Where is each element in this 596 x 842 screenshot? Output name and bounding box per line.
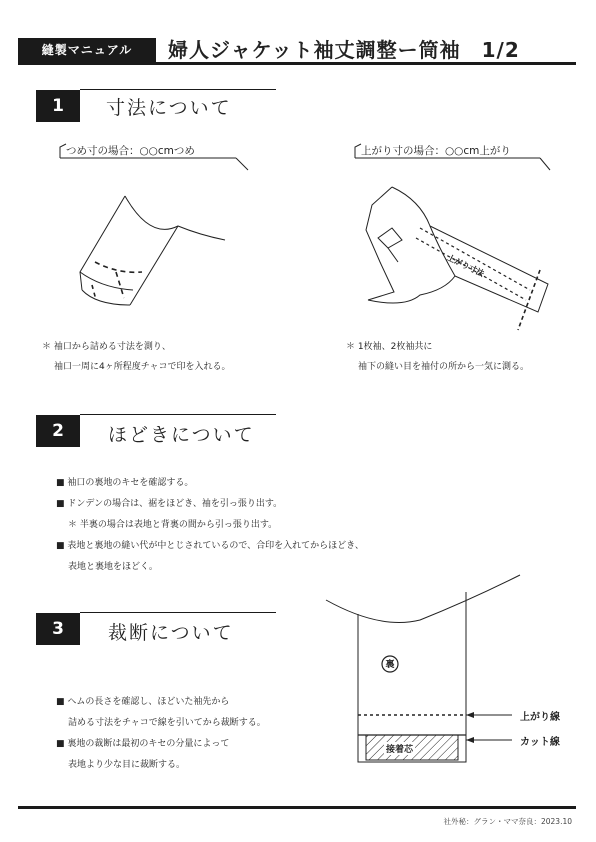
- section-3-line-1: ■ ヘムの長さを確認し、ほどいた袖先から: [56, 697, 230, 707]
- left-note-1: ＊ 袖口から詰める寸法を測り、: [42, 342, 171, 352]
- right-note-1: ＊ 1枚袖、2枚袖共に: [346, 342, 433, 352]
- measure-label: 上がり寸法: [445, 252, 486, 279]
- ura-mark: 裏: [385, 660, 395, 670]
- section-1-number: 1: [36, 90, 80, 122]
- section-3-line-4: 表地より少な目に裁断する。: [68, 760, 186, 770]
- cut-line-label: カット線: [520, 737, 560, 748]
- section-2-number: 2: [36, 415, 80, 447]
- section-2-line-3: ＊ 半裏の場合は表地と背裏の間から引っ張り出す。: [68, 520, 278, 530]
- section-2-line-2: ■ ドンデンの場合は、裾をほどき、袖を引っ張り出す。: [56, 499, 283, 509]
- section-1-title: 寸法について: [106, 97, 232, 119]
- section-3-title: 裁断について: [108, 622, 234, 644]
- footer-text: 社外秘：グラン・ママ奈良：2023.10: [443, 817, 572, 826]
- section-3-line-3: ■ 裏地の裁断は最初のキセの分量によって: [56, 739, 230, 749]
- section-2-title: ほどきについて: [108, 424, 255, 446]
- agari-line-label: 上がり線: [520, 712, 560, 723]
- interlining-label: 接着芯: [384, 742, 415, 755]
- footer-rule: [18, 806, 576, 809]
- section-2-line-4: ■ 表地と裏地の縫い代が中とじされているので、合印を入れてからほどき、: [56, 541, 364, 551]
- page-title: 婦人ジャケット袖丈調整ー筒袖 1/2: [168, 38, 520, 62]
- section-3-line-2: 詰める寸法をチャコで線を引いてから裁断する。: [68, 718, 266, 728]
- section-2-line-5: 表地と裏地をほどく。: [68, 562, 158, 572]
- section-2-line-1: ■ 袖口の裏地のキセを確認する。: [56, 478, 194, 488]
- right-caption: 上がり寸の場合：○○cm上がり: [361, 145, 511, 157]
- manual-badge: 縫製マニュアル: [18, 38, 156, 62]
- section-3-number: 3: [36, 613, 80, 645]
- right-note-2: 袖下の縫い目を袖付の所から一気に測る。: [358, 362, 530, 372]
- left-caption: つめ寸の場合：○○cmつめ: [66, 145, 195, 157]
- left-note-2: 袖口一周に4ヶ所程度チャコで印を入れる。: [54, 362, 231, 372]
